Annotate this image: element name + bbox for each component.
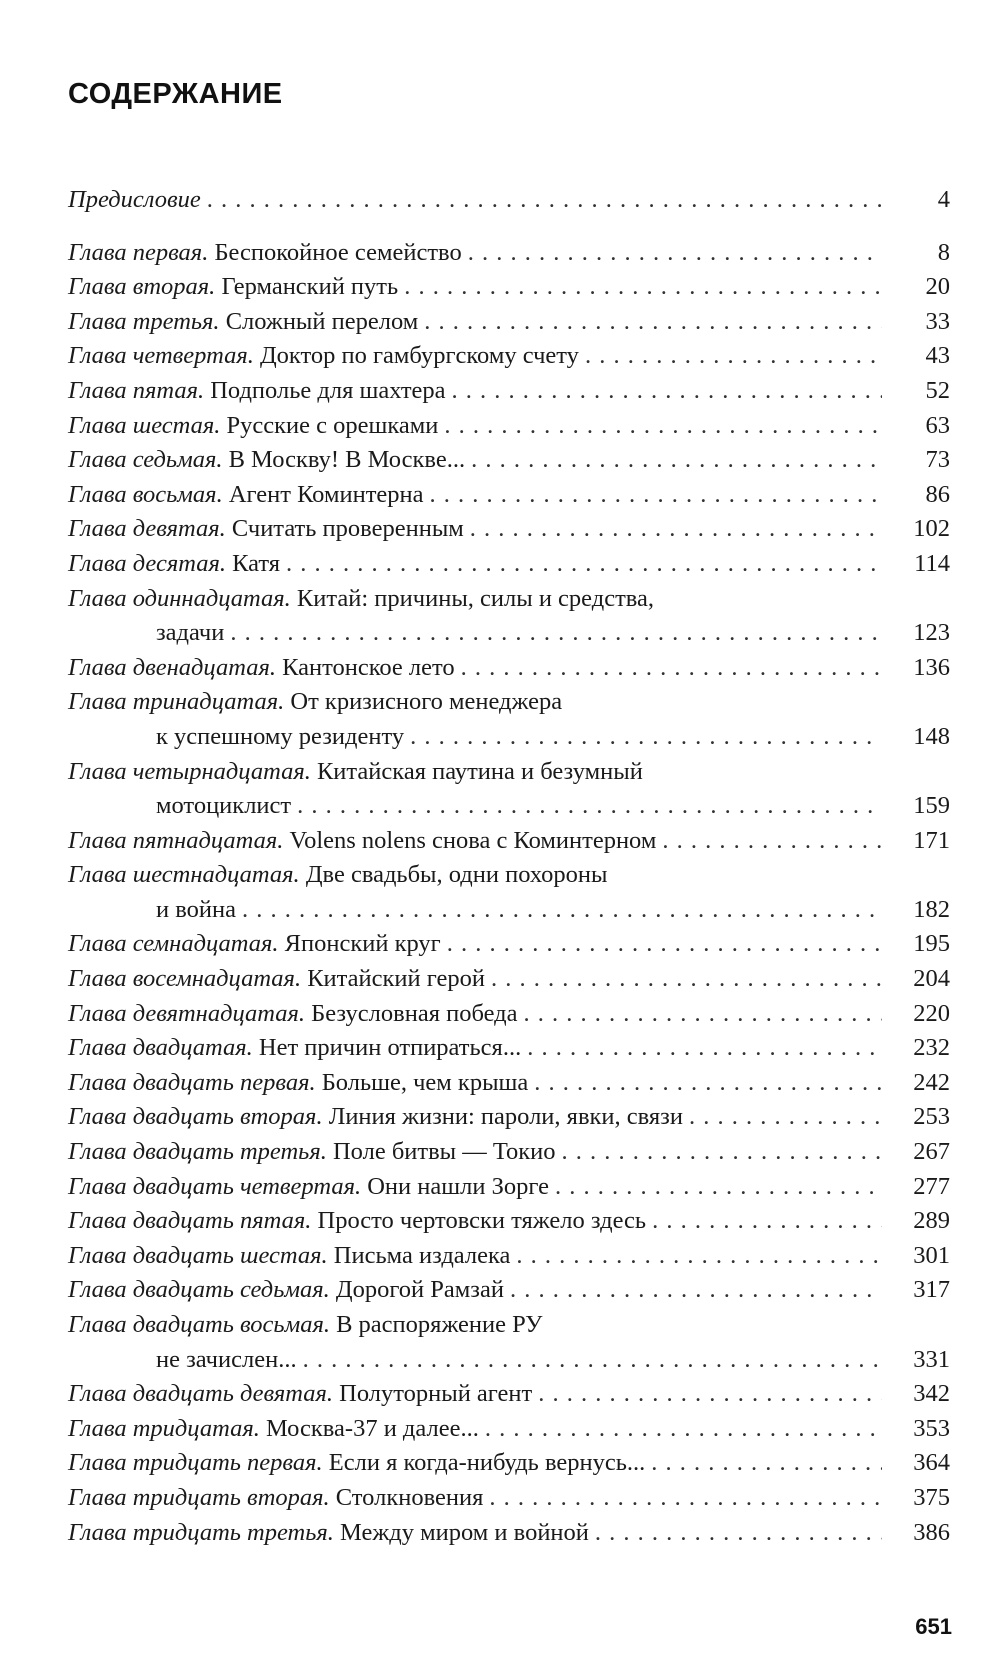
chapter-label: Глава двенадцатая. [68,653,276,681]
dot-leader [207,183,882,218]
chapter-page-number: 73 [925,446,950,474]
chapter-title: Москва-37 и далее... [265,1414,479,1442]
toc-entry-line [68,236,950,271]
toc-entry [68,685,950,754]
chapter-page-number: 364 [913,1449,950,1477]
dot-leader [491,962,882,997]
dot-leader [534,1066,882,1101]
toc-entry [68,1273,950,1308]
dot-leader [652,1204,882,1239]
chapter-page-number: 123 [913,619,950,647]
chapter-page-number: 136 [913,653,950,681]
chapter-page-number: 4 [937,186,950,213]
toc-entry-line [68,1239,950,1274]
chapter-title-continued: задачи [156,619,225,647]
toc-entry-line [68,997,950,1032]
dot-leader [452,374,882,409]
chapter-label: Предисловие [68,186,201,213]
chapter-page-number: 86 [925,480,950,508]
chapter-label: Глава тридцать вторая. [68,1483,330,1511]
chapter-page-number: 267 [913,1138,950,1166]
toc-entry [68,443,950,478]
dot-leader [444,409,882,444]
dot-leader [471,443,882,478]
toc-entry [68,236,950,271]
toc-entry-line [68,927,950,962]
dot-leader [510,1273,882,1308]
chapter-page-number: 220 [913,999,950,1027]
toc-entry [68,1239,950,1274]
dot-leader [555,1170,882,1205]
toc-entry-line [68,183,950,218]
chapter-label: Глава первая. [68,238,209,266]
chapter-page-number: 386 [913,1518,950,1546]
toc-entry [68,409,950,444]
toc-entry [68,547,950,582]
toc-entry [68,374,950,409]
dot-leader [410,720,882,755]
table-of-contents [68,183,950,1550]
chapter-title: Volens nolens снова с Коминтерном [289,826,657,854]
chapter-label: Глава девятая. [68,515,226,543]
chapter-label: Глава седьмая. [68,446,223,474]
chapter-title: Сложный перелом [225,307,419,335]
chapter-label: Глава шестнадцатая. [68,861,300,889]
chapter-title: Дорогой Рамзай [335,1276,504,1304]
chapter-label: Глава тридцатая. [68,1414,260,1442]
toc-entry [68,1446,950,1481]
chapter-page-number: 277 [913,1172,950,1200]
page-title: СОДЕРЖАНИЕ [68,78,283,110]
toc-entry-line [68,651,950,686]
toc-entry-line [68,512,950,547]
toc-entry [68,1516,950,1551]
chapter-page-number: 342 [913,1380,950,1408]
chapter-label: Глава тринадцатая. [68,688,285,716]
dot-leader [562,1135,882,1170]
toc-entry-line [68,616,950,651]
chapter-title: Кантонское лето [282,653,455,681]
dot-leader [242,893,882,928]
chapter-title: Нет причин отпираться... [258,1034,522,1062]
toc-entry-line [68,685,950,720]
dot-leader [424,305,882,340]
chapter-label: Глава пятая. [68,376,205,404]
toc-entry-line [68,789,950,824]
toc-entry [68,1481,950,1516]
chapter-label: Глава шестая. [68,411,221,439]
chapter-title: Подполье для шахтера [210,376,446,404]
dot-leader [595,1516,882,1551]
toc-entry [68,1031,950,1066]
chapter-page-number: 114 [914,549,950,577]
dot-leader [430,478,882,513]
chapter-label: Глава семнадцатая. [68,930,279,958]
toc-entry-line [68,270,950,305]
chapter-title: Полуторный агент [339,1380,533,1408]
chapter-label: Глава двадцать восьмая. [68,1311,330,1338]
toc-entry-line [68,755,950,790]
toc-entry-line [68,1308,950,1343]
chapter-page-number: 52 [925,376,950,404]
toc-entry-line [68,1273,950,1308]
chapter-title: Русские с орешками [226,411,439,439]
toc-entry [68,824,950,859]
chapter-title: Больше, чем крыша [321,1068,529,1096]
chapter-label: Глава десятая. [68,549,226,577]
chapter-label: Глава двадцатая. [68,1034,253,1062]
toc-entry [68,1204,950,1239]
toc-entry-line [68,720,950,755]
chapter-title: Просто чертовски тяжело здесь [317,1207,647,1235]
chapter-title: Японский круг [284,930,441,958]
dot-leader [447,927,882,962]
toc-entry-line [68,1516,950,1551]
chapter-title: Они нашли Зорге [367,1172,549,1200]
chapter-title-continued: и война [156,895,236,923]
chapter-label: Глава двадцать шестая. [68,1241,328,1269]
toc-entry-line [68,478,950,513]
toc-entry-line [68,374,950,409]
toc-entry [68,651,950,686]
toc-entry [68,1377,950,1412]
toc-entry [68,927,950,962]
chapter-label: Глава пятнадцатая. [68,826,284,854]
toc-entry-line [68,824,950,859]
chapter-label: Глава двадцать пятая. [68,1207,312,1235]
chapter-title-continued: мотоциклист [156,792,292,820]
dot-leader [303,1343,882,1378]
chapter-page-number: 242 [913,1068,950,1096]
chapter-label: Глава четвертая. [68,342,254,370]
chapter-title: От кризисного менеджера [290,688,563,716]
dot-leader [524,997,882,1032]
toc-entry [68,962,950,997]
chapter-page-number: 253 [913,1103,950,1131]
chapter-page-number: 20 [925,273,950,301]
chapter-title: Германский путь [221,273,399,301]
chapter-label: Глава двадцать седьмая. [68,1276,330,1304]
toc-entry [68,305,950,340]
chapter-label: Глава тридцать первая. [68,1449,323,1477]
toc-entry-line [68,339,950,374]
chapter-page-number: 317 [913,1276,950,1304]
dot-leader [230,616,882,651]
chapter-label: Глава одиннадцатая. [68,584,291,612]
toc-entry-line [68,1446,950,1481]
toc-entry-line [68,582,950,617]
toc-entry [68,1170,950,1205]
toc-entry [68,582,950,651]
toc-entry-line [68,1481,950,1516]
toc-entry-line [68,1031,950,1066]
chapter-title: Беспокойное семейство [214,238,462,266]
toc-entry-line [68,893,950,928]
chapter-label: Глава двадцать четвертая. [68,1172,362,1200]
chapter-title: Если я когда-нибудь вернусь... [328,1449,646,1477]
toc-entry [68,1100,950,1135]
chapter-label: Глава двадцать девятая. [68,1380,334,1408]
chapter-title: Безусловная победа [311,999,518,1027]
toc-entry [68,183,950,218]
toc-entry-line [68,1204,950,1239]
chapter-title: Доктор по гамбургскому счету [259,342,579,370]
chapter-title: Две свадьбы, одни похороны [305,861,608,889]
chapter-page-number: 33 [925,307,950,335]
chapter-page-number: 353 [913,1414,950,1442]
chapter-title: Катя [232,549,281,577]
chapter-page-number: 204 [913,965,950,993]
chapter-page-number: 148 [913,722,950,750]
toc-entry [68,1412,950,1447]
chapter-page-number: 8 [937,238,950,266]
toc-entry-line [68,1100,950,1135]
dot-leader [489,1481,882,1516]
chapter-page-number: 159 [913,792,950,820]
dot-leader [689,1100,882,1135]
chapter-title: Агент Коминтерна [228,480,424,508]
chapter-page-number: 63 [925,411,950,439]
chapter-page-number: 301 [913,1241,950,1269]
chapter-page-number: 195 [913,930,950,958]
dot-leader [585,339,882,374]
chapter-label: Глава третья. [68,307,220,335]
dot-leader [651,1446,882,1481]
chapter-label: Глава тридцать третья. [68,1518,334,1546]
chapter-title: Китайская паутина и безумный [316,757,643,785]
dot-leader [538,1377,882,1412]
chapter-page-number: 182 [913,895,950,923]
dot-leader [470,512,882,547]
chapter-page-number: 375 [913,1483,950,1511]
toc-entry [68,270,950,305]
dot-leader [527,1031,882,1066]
toc-entry [68,1066,950,1101]
toc-entry-line [68,547,950,582]
toc-entry-line [68,1343,950,1378]
page-number: 651 [915,1614,952,1639]
toc-entry [68,997,950,1032]
toc-entry [68,478,950,513]
toc-entry-line [68,962,950,997]
chapter-title: В распоряжение РУ [336,1311,543,1338]
chapter-label: Глава двадцать вторая. [68,1103,323,1131]
chapter-title: Между миром и войной [340,1518,589,1546]
toc-entry-line [68,1135,950,1170]
chapter-title: В Москву! В Москве... [228,446,466,474]
chapter-label: Глава двадцать первая. [68,1068,316,1096]
chapter-title: Поле битвы — Токио [332,1138,556,1166]
dot-leader [461,651,882,686]
toc-entry-line [68,305,950,340]
chapter-page-number: 289 [913,1207,950,1235]
chapter-title-continued: к успешному резиденту [156,722,405,750]
chapter-label: Глава вторая. [68,273,216,301]
chapter-title: Линия жизни: пароли, явки, связи [328,1103,683,1131]
toc-entry [68,512,950,547]
chapter-page-number: 43 [925,342,950,370]
chapter-title-continued: не зачислен... [156,1345,297,1373]
dot-leader [404,270,882,305]
dot-leader [516,1239,882,1274]
dot-leader [297,789,882,824]
toc-entry-line [68,1170,950,1205]
toc-entry-line [68,409,950,444]
chapter-title: Считать проверенным [231,515,464,543]
toc-entry-line [68,1377,950,1412]
chapter-title: Письма издалека [333,1241,511,1269]
dot-leader [286,547,882,582]
dot-leader [485,1412,882,1447]
chapter-label: Глава восемнадцатая. [68,965,302,993]
chapter-page-number: 102 [913,515,950,543]
toc-entry-line [68,858,950,893]
toc-entry-line [68,1412,950,1447]
chapter-page-number: 232 [913,1034,950,1062]
toc-entry-line [68,1066,950,1101]
chapter-label: Глава восьмая. [68,480,223,508]
chapter-label: Глава двадцать третья. [68,1138,327,1166]
chapter-page-number: 171 [913,826,950,854]
toc-entry [68,755,950,824]
chapter-title: Столкновения [335,1483,484,1511]
toc-entry [68,1308,950,1377]
toc-entry-line [68,443,950,478]
toc-entry [68,339,950,374]
chapter-label: Глава четырнадцатая. [68,757,311,785]
toc-entry [68,858,950,927]
chapter-page-number: 331 [913,1345,950,1373]
chapter-title: Китай: причины, силы и средства, [296,584,655,612]
dot-leader [468,236,882,271]
chapter-label: Глава девятнадцатая. [68,999,306,1027]
chapter-title: Китайский герой [307,965,485,993]
dot-leader [662,824,882,859]
toc-entry [68,1135,950,1170]
